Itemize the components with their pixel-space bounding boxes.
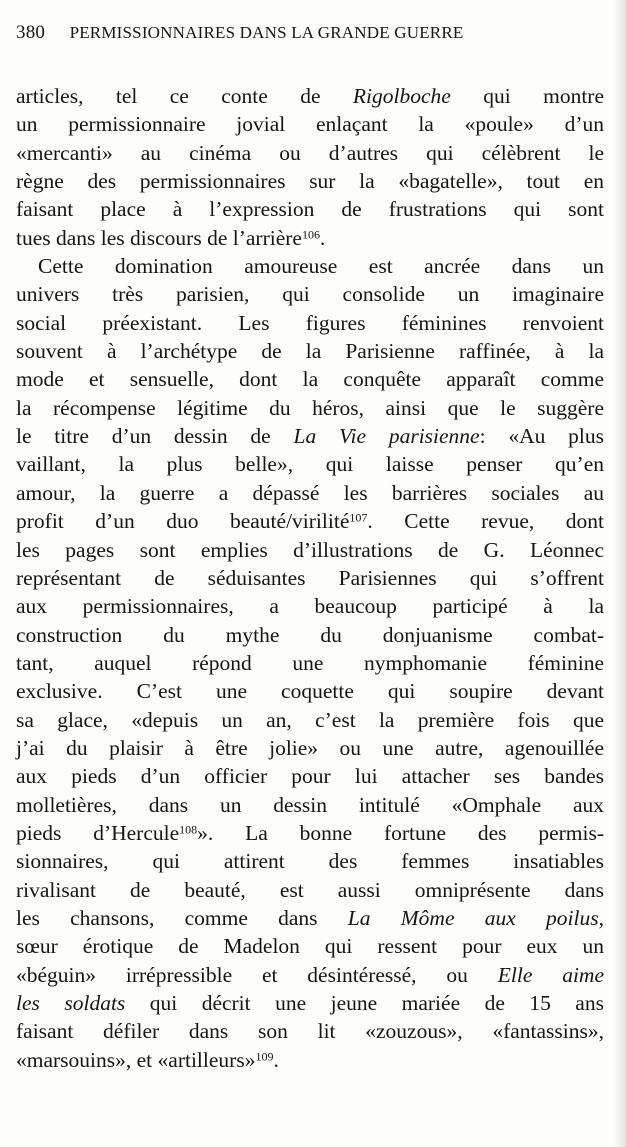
text-run: la récompense légitime du héros, ainsi que le suggère <box>16 395 604 420</box>
text-line <box>16 422 604 450</box>
text-line <box>16 507 604 535</box>
text-line <box>16 904 604 932</box>
text-run: . Cette revue, dont <box>367 509 604 534</box>
text-run: souvent à l’archétype de la Parisienne raffinée, à la <box>16 339 604 364</box>
text-run: exclusive. C’est une coquette qui soupire devant <box>16 679 604 704</box>
body-text <box>16 82 604 1074</box>
text-run: : «Au plus <box>479 424 604 449</box>
text-run: règne des permissionnaires sur la «bagatelle», tout en <box>16 169 604 194</box>
text-line <box>16 309 604 337</box>
text-run: représentant de séduisantes Parisiennes qui s’offrent <box>16 565 604 590</box>
running-head <box>16 22 596 46</box>
text-line <box>16 139 604 167</box>
text-run: social préexistant. Les figures féminines renvoient <box>16 310 604 335</box>
text-line <box>16 252 604 280</box>
text-line <box>16 649 604 677</box>
text-run: amour, la guerre a dépassé les barrières sociales au <box>16 480 604 505</box>
text-line <box>16 762 604 790</box>
text-line <box>16 224 604 252</box>
running-title: PERMISSIONNAIRES DANS LA GRANDE GUERRE <box>69 23 464 42</box>
text-run: articles, tel ce conte de <box>16 84 353 108</box>
text-line <box>16 621 604 649</box>
footnote-marker: 109 <box>255 1049 274 1064</box>
text-run: . <box>319 225 326 250</box>
text-run: faisant place à l’expression de frustrations qui sont <box>16 197 604 222</box>
text-run: «mercanti» au cinéma ou d’autres qui célèbrent le <box>16 140 604 165</box>
text-line <box>16 819 604 847</box>
text-run: profit d’un duo beauté/virilité <box>16 509 350 534</box>
text-run: vaillant, la plus belle», qui laisse penser qu’en <box>16 452 604 477</box>
text-run: les chansons, comme dans <box>16 905 348 930</box>
text-run: un permissionnaire jovial enlaçant la «poule» d’un <box>16 112 604 137</box>
text-run: ». La bonne fortune des permis- <box>197 820 604 845</box>
text-run: «marsouins», et «artilleurs» <box>16 1047 256 1072</box>
text-run: tant, auquel répond une nymphomanie féminine <box>16 650 604 675</box>
scan-edge-shadow <box>614 0 626 1147</box>
text-line <box>16 280 604 308</box>
text-line <box>16 337 604 365</box>
text-run: Cette domination amoureuse est ancrée dans un <box>38 254 604 279</box>
text-run: «béguin» irrépressible et désintéressé, ou <box>16 962 498 987</box>
text-line <box>16 365 604 393</box>
text-run: faisant défiler dans son lit «zouzous», «fantassins», <box>16 1019 604 1044</box>
text-run: molletières, dans un dessin intitulé «Omphale aux <box>16 792 604 817</box>
text-line <box>16 677 604 705</box>
italic-title: les soldats <box>16 991 126 1015</box>
text-run: tues dans les discours de l’arrière <box>16 225 302 250</box>
text-line <box>16 195 604 223</box>
text-run: sionnaires, qui attirent des femmes insatiables <box>16 849 604 874</box>
text-run: , <box>598 905 604 930</box>
italic-title: Elle aime <box>497 962 605 987</box>
text-line <box>16 592 604 620</box>
text-line <box>16 734 604 762</box>
text-line <box>16 479 604 507</box>
text-line <box>16 394 604 422</box>
text-run: aux permissionnaires, a beaucoup participé à la <box>16 594 604 619</box>
text-run: . <box>273 1047 279 1072</box>
text-line <box>16 82 604 110</box>
text-run: les pages sont emplies d’illustrations de G. Léonnec <box>16 537 604 562</box>
italic-title: La Môme aux poilus <box>347 905 599 930</box>
text-run: rivalisant de beauté, est aussi omniprésente dans <box>16 877 604 902</box>
text-run: sa glace, «depuis un an, c’est la première fois que <box>16 707 604 732</box>
text-run: qui décrit une jeune mariée de 15 ans <box>125 991 604 1015</box>
text-line <box>16 791 604 819</box>
text-run: mode et sensuelle, dont la conquête apparaît comme <box>16 367 604 392</box>
text-line <box>16 932 604 960</box>
text-line <box>16 564 604 592</box>
text-line <box>16 110 604 138</box>
text-line <box>16 961 604 989</box>
text-run: j’ai du plaisir à être jolie» ou une autre, agenouillée <box>16 735 604 760</box>
text-line <box>16 1046 604 1074</box>
text-line <box>16 706 604 734</box>
text-line <box>16 989 604 1017</box>
text-run: sœur érotique de Madelon qui ressent pour eux un <box>16 934 604 959</box>
footnote-marker: 106 <box>301 227 320 242</box>
footnote-marker: 108 <box>179 822 198 837</box>
italic-title: La Vie parisienne <box>293 424 480 449</box>
text-run: construction du mythe du donjuanisme combat- <box>16 622 604 647</box>
text-line <box>16 536 604 564</box>
text-line <box>16 167 604 195</box>
page-number: 380 <box>16 22 46 43</box>
footnote-marker: 107 <box>349 510 368 525</box>
text-run: qui montre <box>450 84 604 108</box>
text-run: aux pieds d’un officier pour lui attacher ses bandes <box>16 764 604 789</box>
text-line <box>16 1017 604 1045</box>
text-run: le titre d’un dessin de <box>16 424 294 449</box>
italic-title: Rigolboche <box>352 84 451 108</box>
text-line <box>16 847 604 875</box>
text-run: univers très parisien, qui consolide un imaginaire <box>16 282 604 307</box>
text-line <box>16 450 604 478</box>
text-run: pieds d’Hercule <box>16 820 180 845</box>
text-line <box>16 876 604 904</box>
